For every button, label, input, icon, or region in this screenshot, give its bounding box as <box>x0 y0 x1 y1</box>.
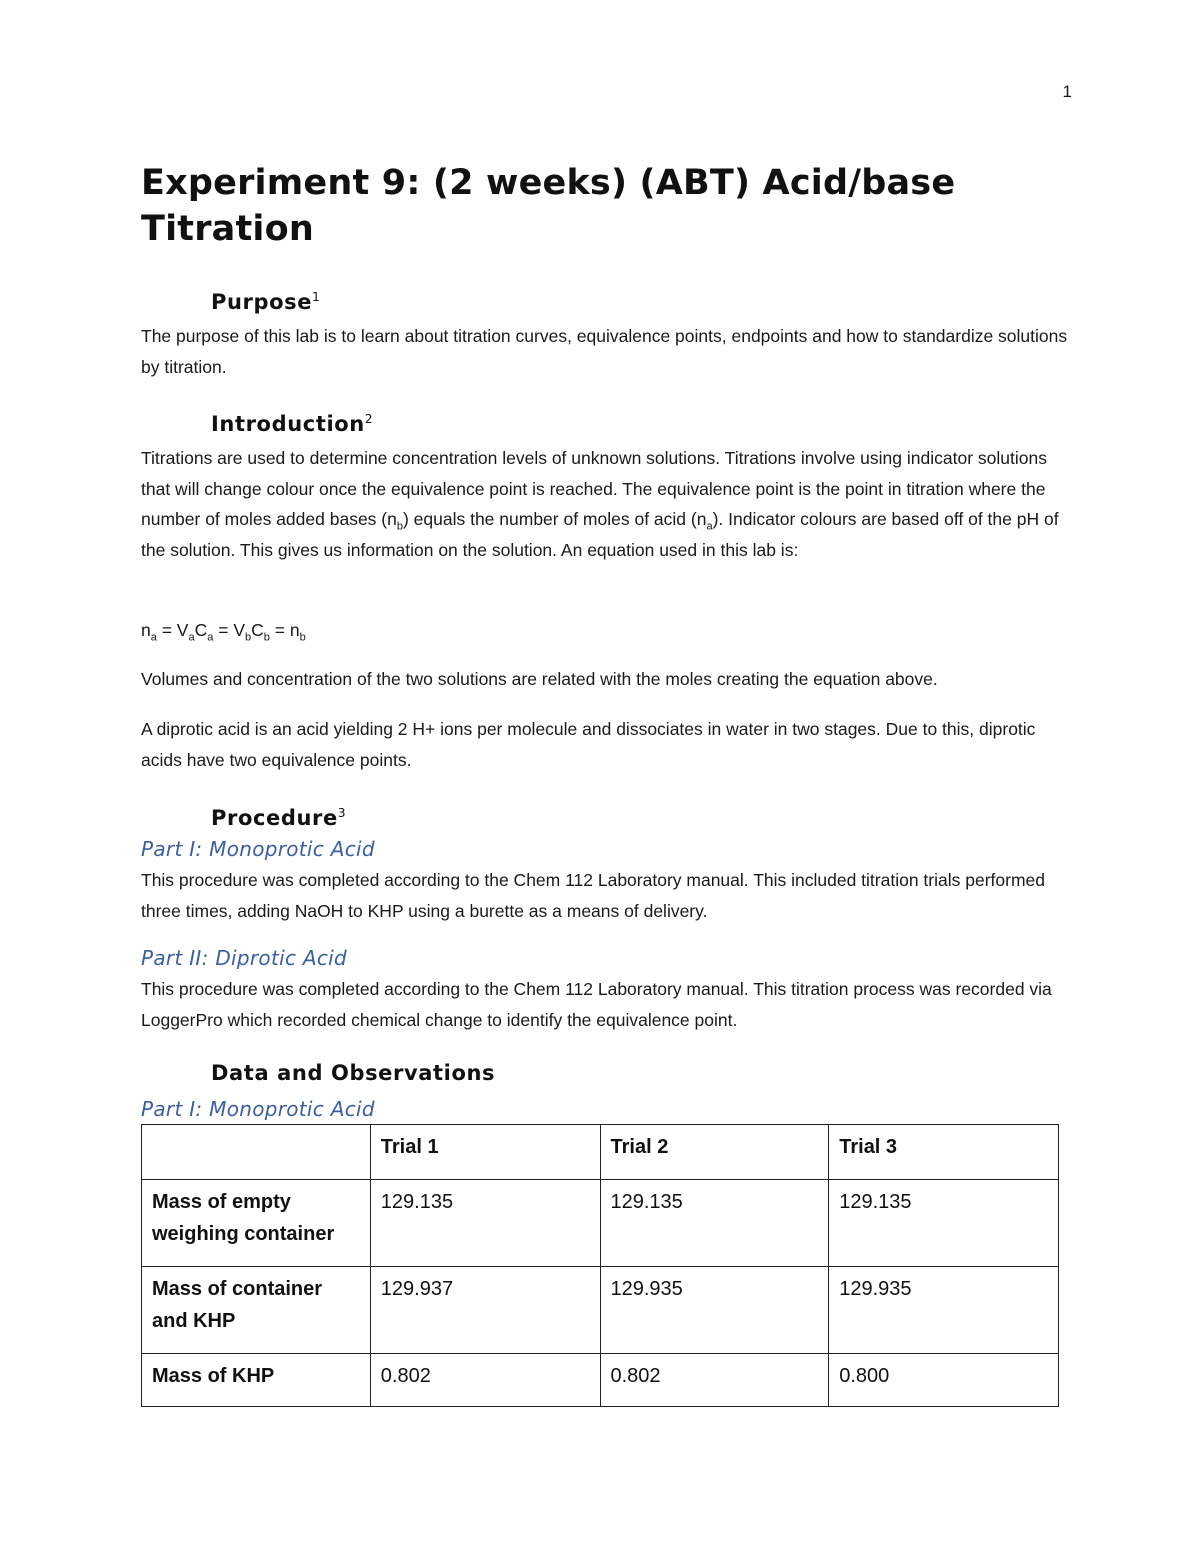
data-part1-heading: Part I: Monoprotic Acid <box>141 1097 375 1121</box>
eq-part: C <box>194 620 208 640</box>
row-label: Mass of empty weighing container <box>142 1180 371 1267</box>
procedure-part1-text: This procedure was completed according to the Chem 112 Laboratory manual. This included titration trials performed three times, adding NaOH to KHP using a burette as a means of delivery. <box>141 870 1045 921</box>
document-title: Experiment 9: (2 weeks) (ABT) Acid/base Titration <box>141 163 956 249</box>
table-cell: 129.935 <box>600 1267 829 1354</box>
intro-sub-b: b <box>396 520 403 533</box>
introduction-footnote-ref: 2 <box>364 412 373 426</box>
table-cell: 129.935 <box>829 1267 1059 1354</box>
column-header-trial-2: Trial 2 <box>600 1125 829 1180</box>
khp-mass-table <box>141 1124 1059 1407</box>
procedure-part2-text: This procedure was completed according to the Chem 112 Laboratory manual. This titration process was recorded via LoggerPro which recorded chemical change to identify the equivalence point. <box>141 979 1052 1030</box>
table-cell: 0.800 <box>829 1354 1059 1407</box>
diprotic-paragraph: A diprotic acid is an acid yielding 2 H+ ions per molecule and dissociates in water in two stages. Due to this, diprotic acids have two equivalence points. <box>141 719 1036 770</box>
table-row <box>142 1180 1059 1267</box>
page-number: 1 <box>1062 82 1072 101</box>
equation <box>141 615 1071 646</box>
eq-sub: b <box>263 631 270 644</box>
purpose-footnote-ref: 1 <box>312 290 320 304</box>
procedure-part1-heading: Part I: Monoprotic Acid <box>141 837 375 861</box>
table-cell: 129.135 <box>370 1180 600 1267</box>
purpose-text: The purpose of this lab is to learn about titration curves, equivalence points, endpoints and how to standardize solutions by titration. <box>141 326 1068 377</box>
procedure-footnote-ref: 3 <box>337 806 346 820</box>
intro-text-2: ) equals the number of moles of acid (n <box>402 509 707 529</box>
purpose-heading-text: Purpose <box>211 290 313 314</box>
row-label: Mass of KHP <box>142 1354 371 1407</box>
procedure-part2-heading: Part II: Diprotic Acid <box>141 946 348 970</box>
table-header-row <box>142 1125 1059 1180</box>
introduction-heading <box>211 405 372 438</box>
table-cell: 129.937 <box>370 1267 600 1354</box>
table-corner-cell <box>142 1125 371 1180</box>
table-cell: 0.802 <box>600 1354 829 1407</box>
introduction-heading-text: Introduction <box>211 412 365 436</box>
eq-part: = V <box>213 620 245 640</box>
eq-part: = V <box>156 620 189 640</box>
procedure-heading <box>211 799 346 832</box>
row-label: Mass of container and KHP <box>142 1267 371 1354</box>
intro-sub-a: a <box>706 520 713 533</box>
table-row <box>142 1267 1059 1354</box>
eq-sub: b <box>245 631 252 644</box>
eq-part: C <box>251 620 264 640</box>
eq-sub: a <box>188 631 195 644</box>
intro-text-3: ). Indicator colours are based off of the pH of the solution. This gives us information on the solution. An equation used in this lab is: <box>141 509 1059 560</box>
volumes-paragraph: Volumes and concentration of the two solutions are related with the moles creating the equation above. <box>141 669 938 689</box>
procedure-heading-text: Procedure <box>211 806 338 830</box>
introduction-paragraph <box>141 443 1071 565</box>
table-cell: 129.135 <box>829 1180 1059 1267</box>
table-row <box>142 1354 1059 1407</box>
data-heading: Data and Observations <box>211 1061 496 1085</box>
intro-text-1: Titrations are used to determine concentration levels of unknown solutions. Titrations involve using indicator solutions that will change colour once the equivalence point is reached. The equivalence point is the point in titration where the number of moles added bases (n <box>141 448 1047 529</box>
eq-part: n <box>141 620 151 640</box>
eq-sub: a <box>207 631 214 644</box>
column-header-trial-1: Trial 1 <box>370 1125 600 1180</box>
eq-part: = n <box>269 620 300 640</box>
table-cell: 129.135 <box>600 1180 829 1267</box>
eq-sub: b <box>299 631 306 644</box>
purpose-heading <box>211 283 320 316</box>
column-header-trial-3: Trial 3 <box>829 1125 1059 1180</box>
eq-sub: a <box>150 631 157 644</box>
table-cell: 0.802 <box>370 1354 600 1407</box>
